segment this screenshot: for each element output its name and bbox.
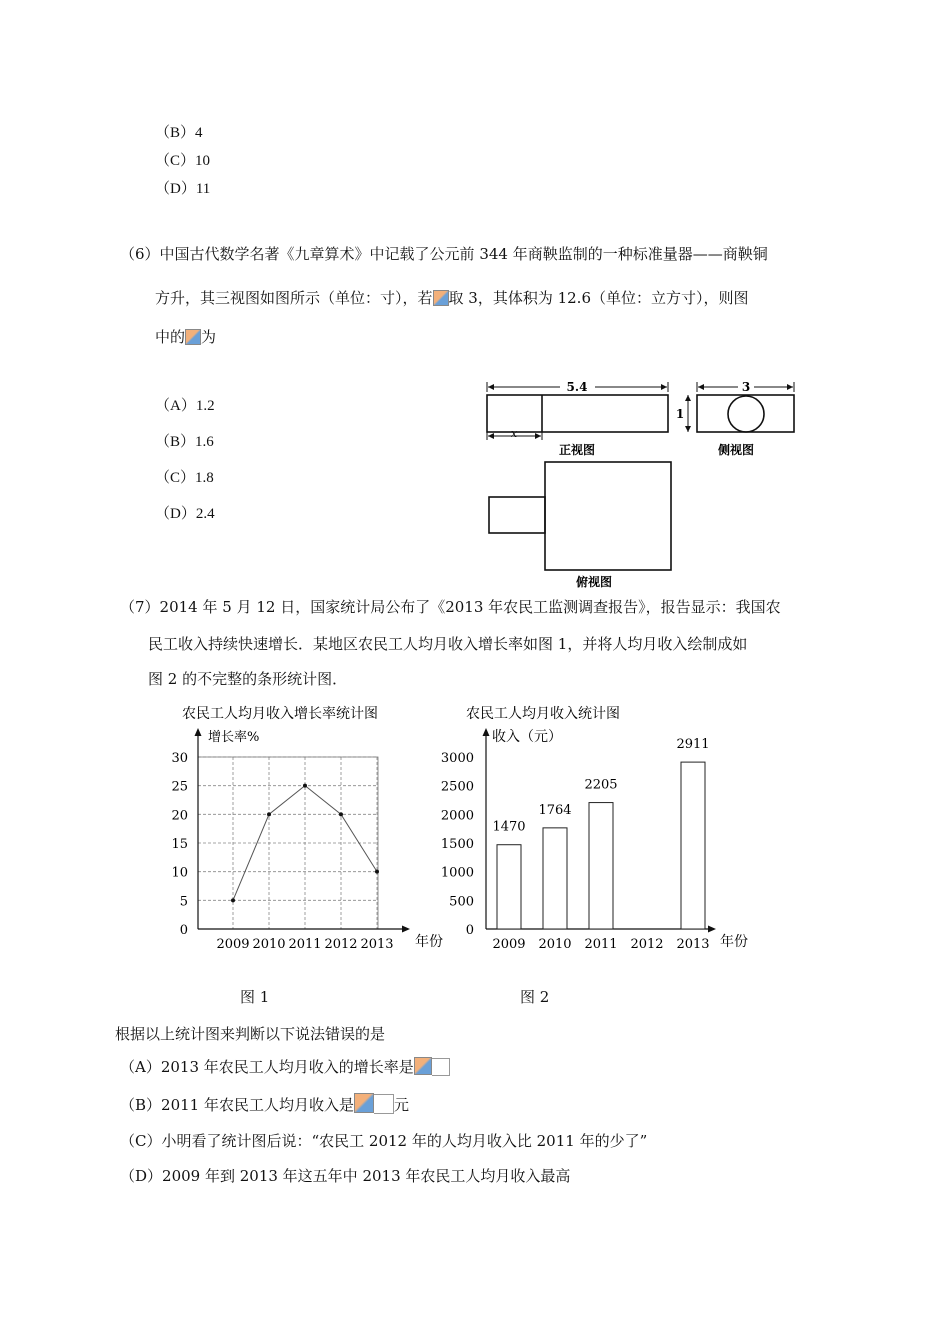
three-views-figure [470, 378, 810, 593]
chart2-xtick: 2012 [630, 937, 664, 952]
q7-option-b-text: （B）2011 年农民工人均月收入是 [120, 1096, 354, 1114]
q7-option-d: （D）2009 年到 2013 年这五年中 2013 年农民工人均月收入最高 [120, 1167, 571, 1185]
chart1-ytick: 10 [171, 865, 188, 881]
chart2-ytick: 0 [465, 923, 474, 938]
chart1-xlabel: 年份 [415, 934, 443, 950]
chart2-ytick: 2000 [440, 808, 474, 824]
q5-option-b: （B）4 [155, 125, 203, 141]
q7-question: 根据以上统计图来判断以下说法错误的是 [115, 1025, 386, 1043]
chart2-bar [681, 762, 705, 929]
q7-option-b [120, 1093, 409, 1115]
chart1-xtick: 2011 [288, 937, 322, 952]
q7-line1: （7）2014 年 5 月 12 日，国家统计局公布了《2013 年农民工监测调查报告》，报告显示：我国农 [120, 598, 781, 616]
front-view [487, 380, 691, 457]
chart2-bar [543, 828, 567, 929]
chart1-point [339, 812, 343, 816]
chart1-point [303, 784, 307, 788]
fig1-caption: 图 1 [240, 988, 270, 1006]
chart2-data-label: 1764 [538, 802, 572, 818]
chart2-ytick: 3000 [440, 751, 474, 766]
chart2-xtick: 2009 [492, 937, 526, 952]
chart2-xtick: 2013 [676, 937, 710, 952]
front-view-label: 正视图 [558, 443, 596, 457]
chart2-xlabel: 年份 [720, 934, 748, 950]
option-b-image-icon [354, 1093, 374, 1113]
chart1-ytick: 0 [179, 923, 188, 938]
chart1-xtick: 2010 [252, 937, 286, 952]
chart2-ytick: 1500 [440, 837, 474, 852]
chart2-y-axis-arrow [483, 728, 490, 736]
chart2-xtick: 2010 [538, 937, 572, 952]
chart1-xtick: 2013 [360, 937, 394, 952]
q6-line2-a: 方升，其三视图如图所示（单位：寸），若 [155, 289, 433, 307]
chart1-ytick: 5 [179, 894, 188, 910]
top-view-label: 俯视图 [575, 575, 613, 589]
chart1-ytick: 30 [171, 751, 188, 766]
chart2-ylabel: 收入（元） [492, 729, 562, 745]
q7-option-b-unit: 元 [393, 1096, 409, 1114]
q6-option-d: （D）2.4 [155, 506, 215, 522]
side-dim-width: 3 [741, 380, 751, 394]
chart1-ytick: 15 [171, 837, 188, 852]
q7-line3: 图 2 的不完整的条形统计图． [148, 670, 348, 688]
income-bar-chart [440, 700, 760, 960]
q7-option-a [120, 1057, 450, 1077]
chart2-ytick: 500 [449, 894, 474, 910]
option-a-blank [432, 1058, 450, 1076]
q6-line3 [155, 327, 216, 347]
chart1-xtick: 2012 [324, 937, 358, 952]
chart1-point [267, 812, 271, 816]
front-dim-length: 5.4 [566, 380, 588, 394]
q7-line2: 民工收入持续快速增长．某地区农民工人均月收入增长率如图 1，并将人均月收入绘制成如 [148, 635, 748, 653]
option-a-image-icon [414, 1057, 432, 1075]
chart1-ylabel: 增长率% [208, 730, 260, 745]
chart2-title: 农民工人均月收入统计图 [466, 706, 620, 722]
q6-line3-b: 为 [201, 328, 217, 346]
top-view [489, 462, 671, 589]
q6-option-c: （C）1.8 [155, 470, 214, 486]
chart1-ytick: 20 [171, 808, 188, 824]
x-symbol-image-icon [185, 329, 201, 345]
chart1-x-axis-arrow [402, 926, 410, 933]
chart2-xtick: 2011 [584, 937, 618, 952]
pi-symbol-image-icon [433, 290, 449, 306]
chart1-title: 农民工人均月收入增长率统计图 [182, 706, 378, 722]
q7-option-a-text: （A）2013 年农民工人均月收入的增长率是 [120, 1058, 414, 1076]
growth-rate-line-chart [160, 700, 443, 960]
q5-option-c: （C）10 [155, 153, 211, 169]
q6-line2 [155, 288, 749, 308]
chart2-x-axis-arrow [708, 926, 716, 933]
option-b-blank [374, 1094, 394, 1114]
chart2-bar [497, 845, 521, 929]
q5-option-d: （D）11 [155, 181, 211, 197]
chart2-data-label: 2205 [584, 777, 618, 793]
chart1-y-axis-arrow [195, 728, 202, 736]
side-view-label: 侧视图 [717, 443, 755, 457]
front-dim-height: 1 [675, 407, 685, 421]
q6-option-b: （B）1.6 [155, 434, 214, 450]
side-view [697, 380, 794, 457]
front-dim-x: x [510, 427, 518, 440]
chart1-ytick: 25 [171, 779, 188, 795]
chart1-xtick: 2009 [216, 937, 250, 952]
chart2-data-label: 1470 [492, 819, 526, 835]
chart2-ytick: 1000 [440, 865, 474, 881]
q7-option-c: （C）小明看了统计图后说：“农民工 2012 年的人均月收入比 2011 年的少了” [120, 1132, 648, 1150]
chart1-point [231, 898, 235, 902]
chart2-data-label: 2911 [676, 737, 710, 753]
chart2-ytick: 2500 [440, 779, 474, 795]
chart2-bar [589, 803, 613, 929]
fig2-caption: 图 2 [520, 988, 550, 1006]
q6-line3-a: 中的 [155, 328, 186, 346]
q6-line1: （6）中国古代数学名著《九章算术》中记载了公元前 344 年商鞅监制的一种标准量器——商鞅铜 [120, 245, 768, 263]
q6-option-a: （A）1.2 [155, 398, 215, 414]
chart1-point [375, 870, 379, 874]
q6-line2-b: 取 3，其体积为 12.6（单位：立方寸），则图 [448, 289, 749, 307]
